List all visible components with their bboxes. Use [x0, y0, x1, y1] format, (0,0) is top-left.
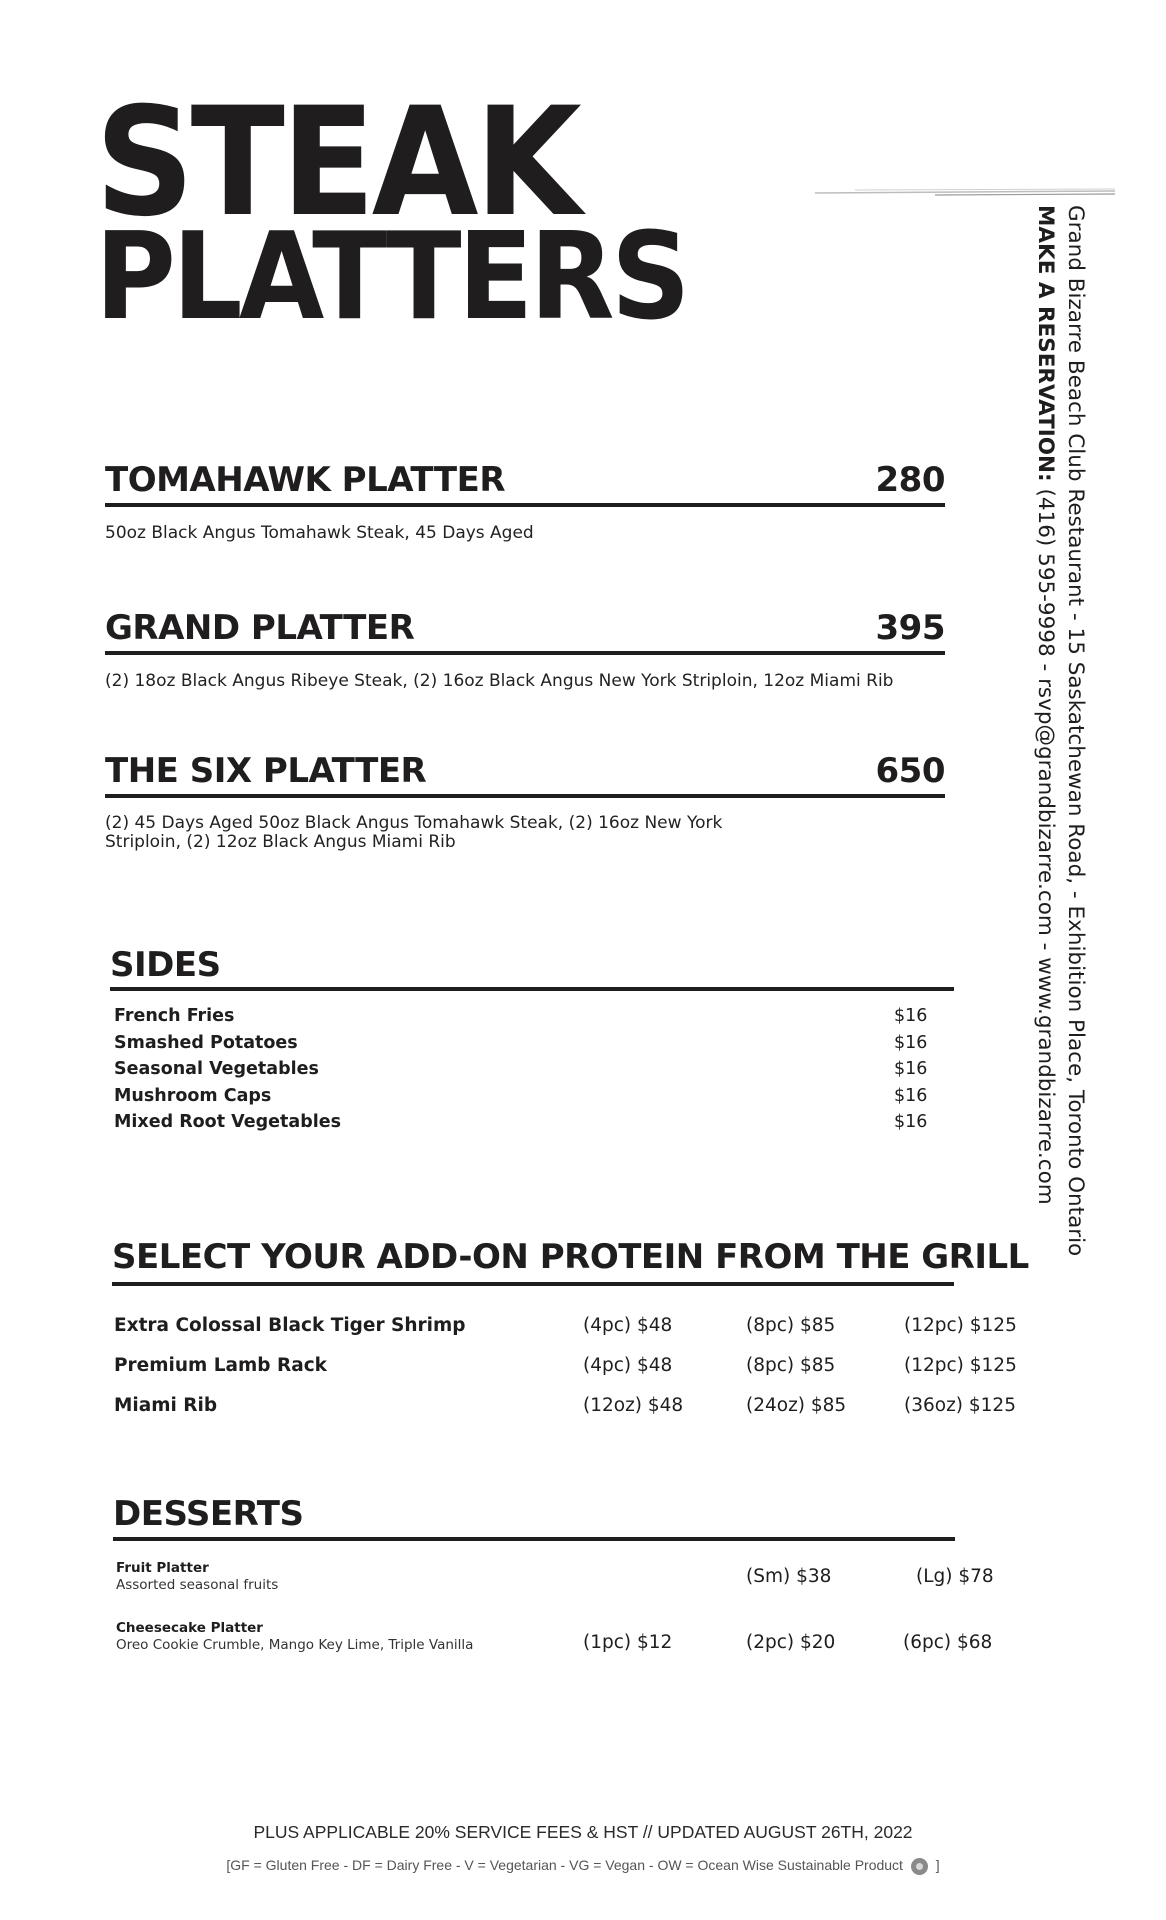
dessert-name: Cheesecake Platter — [116, 1620, 263, 1636]
dietary-legend-text: [GF = Gluten Free - DF = Dairy Free - V = Vegetarian - VG = Vegan - OW = Ocean Wise Sustainable Product — [226, 1857, 903, 1873]
addon-price-medium: (8pc) $85 — [746, 1355, 836, 1376]
list-item — [116, 1620, 1056, 1654]
addon-price-small: (4pc) $48 — [583, 1315, 673, 1336]
addon-price-small: (4pc) $48 — [583, 1355, 673, 1376]
addon-price-medium: (24oz) $85 — [746, 1395, 847, 1416]
brush-stroke-decoration — [815, 186, 1115, 200]
side-name: Smashed Potatoes — [114, 1032, 298, 1053]
table-row — [114, 1395, 1054, 1425]
sides-heading: SIDES — [110, 945, 221, 985]
list-item — [114, 1003, 954, 1030]
platter-grand — [105, 608, 945, 691]
addon-price-small: (12oz) $48 — [583, 1395, 684, 1416]
ocean-wise-icon — [911, 1858, 928, 1875]
list-item — [114, 1030, 954, 1057]
dietary-legend-close: ] — [935, 1857, 940, 1873]
desserts-divider — [113, 1537, 955, 1541]
dessert-price-2pc: (2pc) $20 — [746, 1632, 836, 1653]
platter-price: 650 — [875, 751, 945, 791]
dessert-price-6pc: (6pc) $68 — [903, 1632, 993, 1653]
side-price: $16 — [894, 1006, 928, 1026]
dessert-price-small: (Sm) $38 — [746, 1566, 832, 1587]
platter-the-six — [105, 751, 945, 852]
side-price: $16 — [894, 1112, 928, 1132]
dessert-price-large: (Lg) $78 — [916, 1566, 994, 1587]
sides-divider — [110, 987, 954, 991]
platter-description-line1: (2) 45 Days Aged 50oz Black Angus Tomahawk Steak, (2) 16oz New York — [105, 813, 723, 833]
platter-price: 395 — [875, 608, 945, 648]
addon-price-medium: (8pc) $85 — [746, 1315, 836, 1336]
sides-list — [114, 1003, 954, 1136]
addon-name: Extra Colossal Black Tiger Shrimp — [114, 1315, 466, 1336]
table-row — [114, 1315, 1054, 1345]
platter-price: 280 — [875, 460, 945, 500]
platter-description-line2: Striploin, (2) 12oz Black Angus Miami Rib — [105, 832, 456, 852]
side-name: Mixed Root Vegetables — [114, 1112, 342, 1132]
addon-price-large: (36oz) $125 — [904, 1395, 1016, 1416]
addon-price-large: (12pc) $125 — [904, 1315, 1017, 1336]
dessert-description: Assorted seasonal fruits — [116, 1577, 279, 1593]
side-price: $16 — [894, 1032, 928, 1053]
platter-name: THE SIX PLATTER — [105, 751, 427, 791]
list-item — [114, 1109, 954, 1136]
platter-name: GRAND PLATTER — [105, 608, 415, 648]
side-name: French Fries — [114, 1006, 235, 1026]
side-price: $16 — [894, 1085, 928, 1106]
table-row — [114, 1355, 1054, 1385]
desserts-heading: DESSERTS — [113, 1494, 304, 1534]
side-name: Mushroom Caps — [114, 1085, 272, 1106]
platter-description: (2) 18oz Black Angus Ribeye Steak, (2) 16oz Black Angus New York Striploin, 12oz Miami Rib — [105, 671, 894, 691]
vertical-contact-info — [1030, 205, 1090, 1257]
page-title-line1: STEAK — [95, 76, 579, 250]
addon-price-large: (12pc) $125 — [904, 1355, 1017, 1376]
page-title-line2: PLATTERS — [95, 208, 687, 347]
side-price: $16 — [894, 1059, 928, 1079]
list-item — [114, 1083, 954, 1110]
reservation-info — [1030, 205, 1060, 1205]
addon-name: Miami Rib — [114, 1395, 218, 1416]
reservation-details: (416) 595-9998 - rsvp@grandbizarre.com - www.grandbizarre.com — [1033, 481, 1058, 1205]
reservation-label: MAKE A RESERVATION: — [1033, 205, 1058, 482]
platter-name: TOMAHAWK PLATTER — [105, 460, 505, 500]
list-item — [114, 1056, 954, 1083]
addons-divider — [112, 1282, 954, 1286]
side-name: Seasonal Vegetables — [114, 1059, 319, 1079]
addons-heading: SELECT YOUR ADD-ON PROTEIN FROM THE GRILL — [112, 1237, 1029, 1277]
platter-description — [105, 814, 945, 852]
addon-name: Premium Lamb Rack — [114, 1355, 327, 1376]
platter-description: 50oz Black Angus Tomahawk Steak, 45 Days Aged — [105, 523, 534, 543]
dessert-description: Oreo Cookie Crumble, Mango Key Lime, Triple Vanilla — [116, 1637, 474, 1653]
dessert-price-1pc: (1pc) $12 — [583, 1632, 673, 1653]
platter-tomahawk — [105, 460, 945, 543]
service-fee-notice: PLUS APPLICABLE 20% SERVICE FEES & HST // UPDATED AUGUST 26TH, 2022 — [253, 1822, 913, 1842]
list-item — [116, 1560, 1056, 1594]
dietary-legend — [0, 1857, 1166, 1875]
restaurant-address: Grand Bizarre Beach Club Restaurant - 15 Saskatchewan Road, - Exhibition Place, Toronto Ontario — [1063, 205, 1088, 1257]
dessert-name: Fruit Platter — [116, 1560, 209, 1576]
